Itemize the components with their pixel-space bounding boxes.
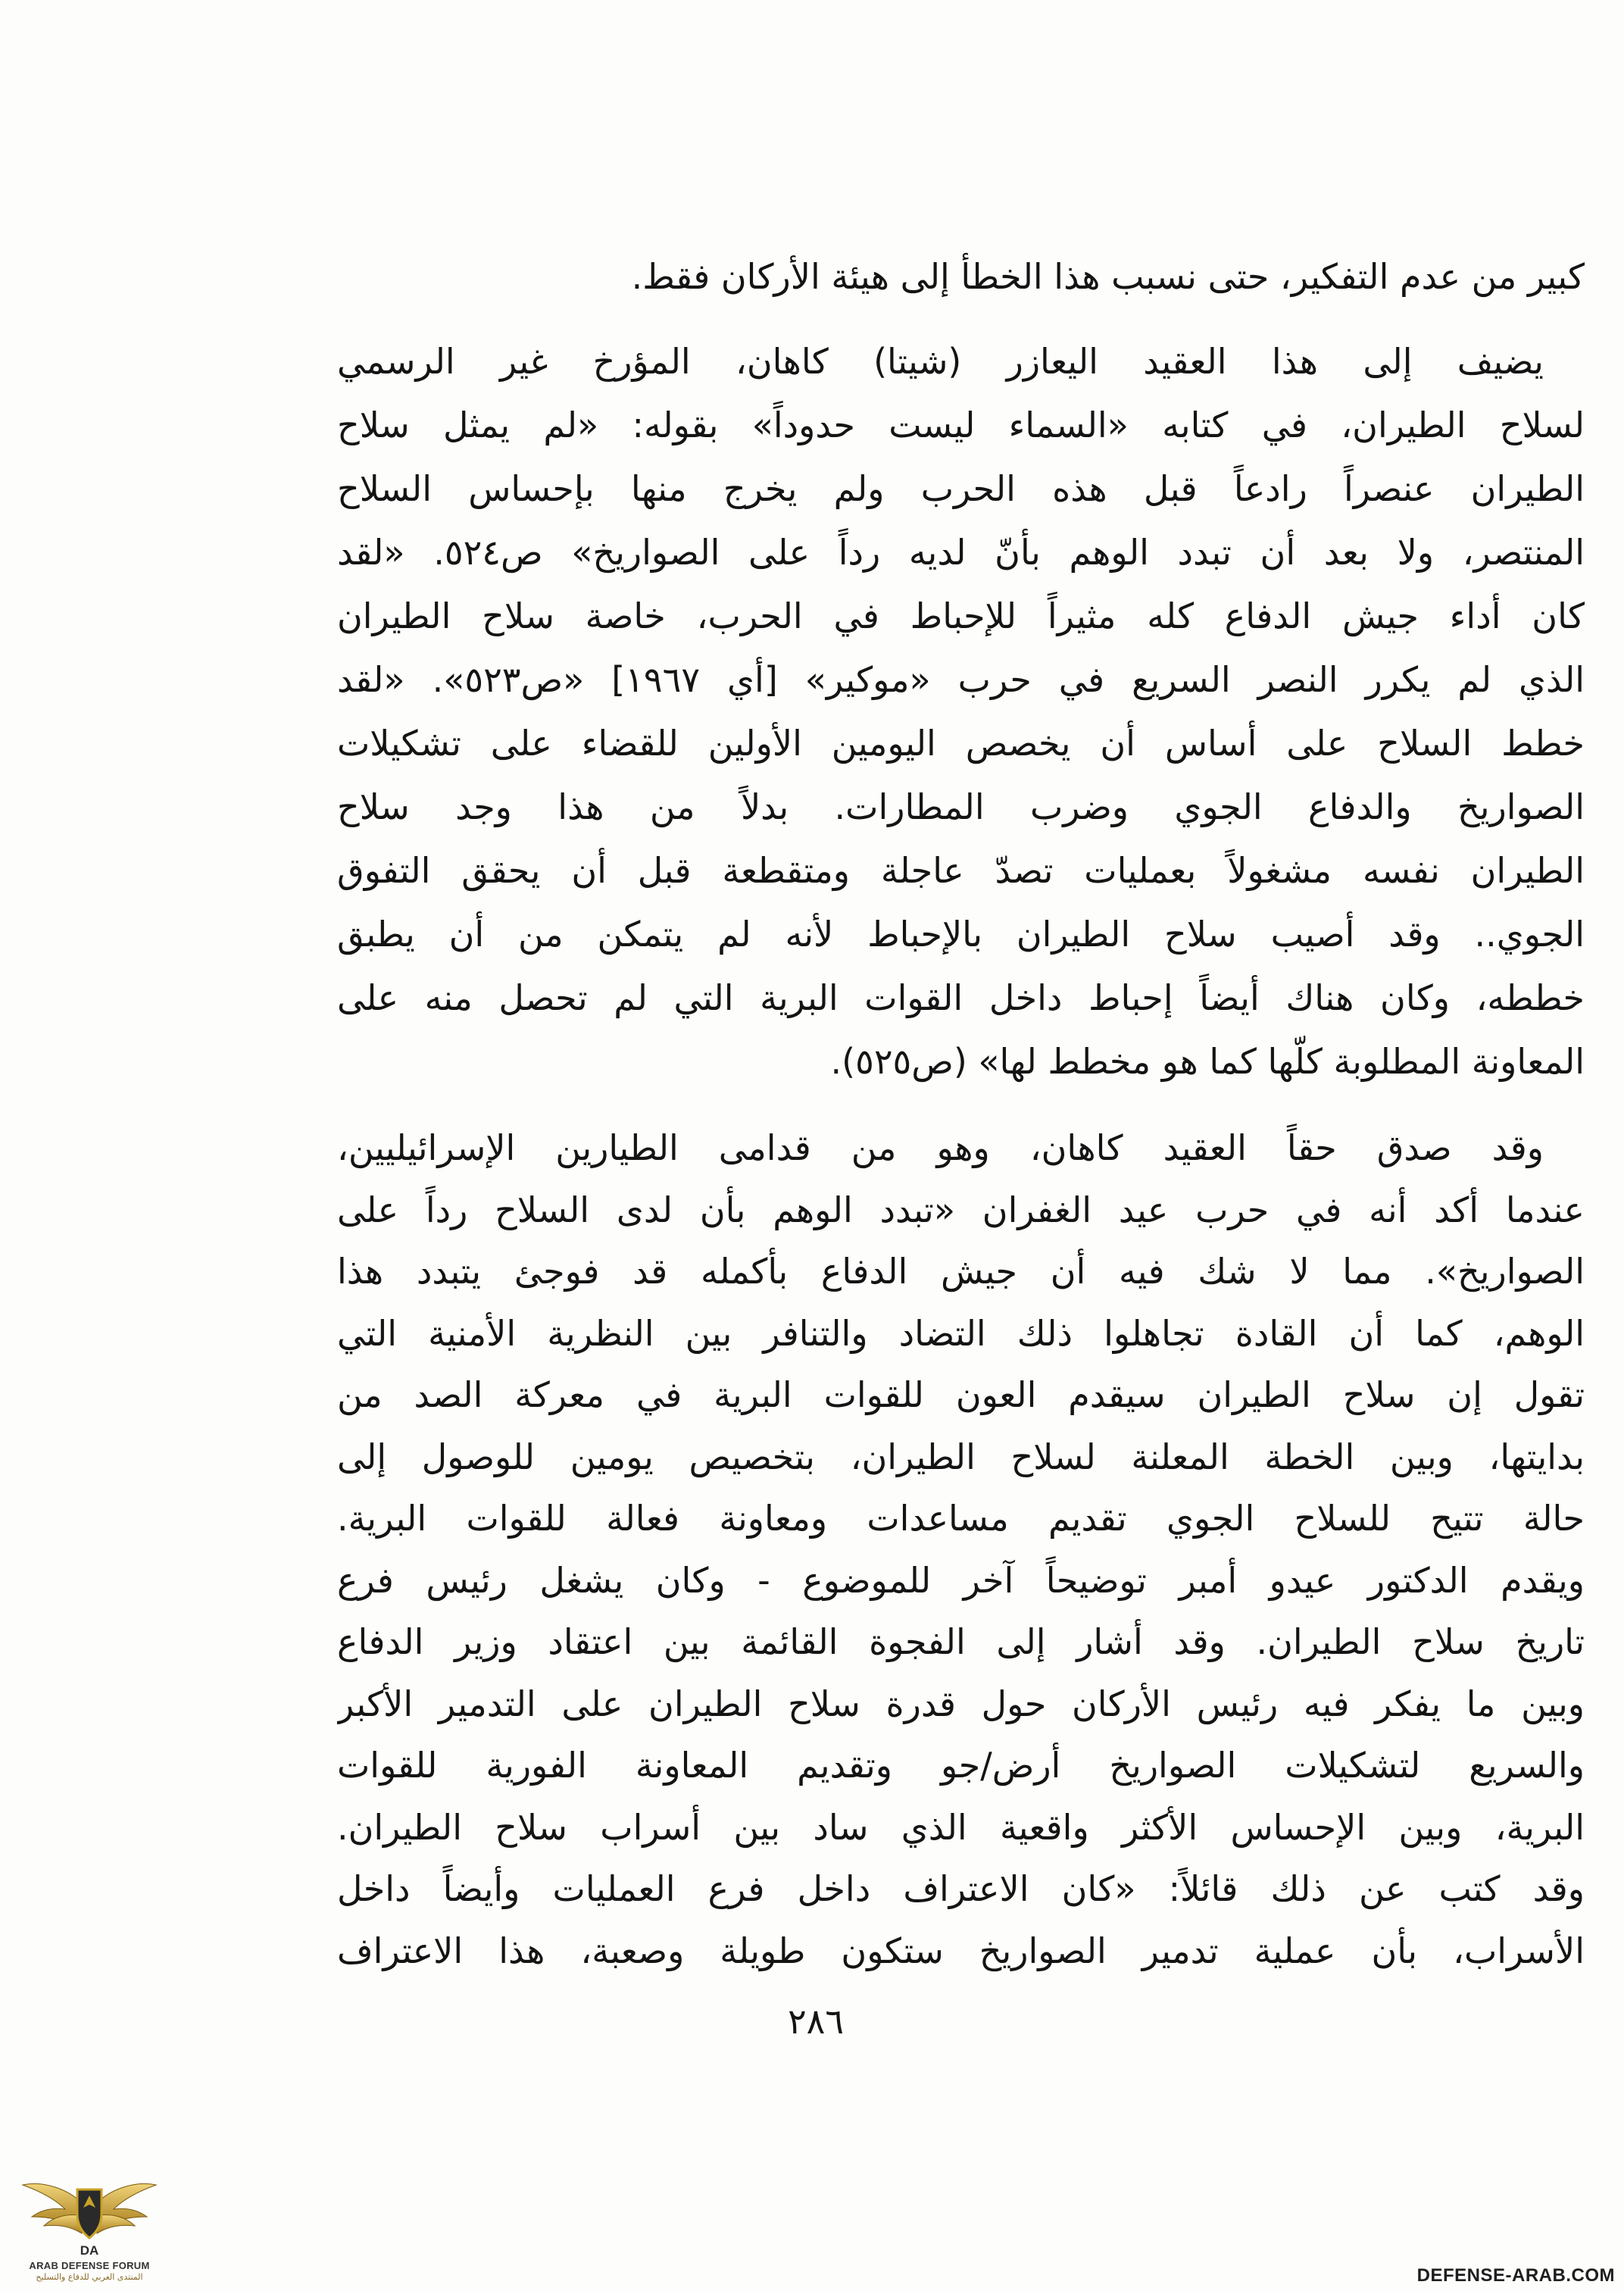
text-line: المنتصر، ولا بعد أن تبدد الوهم بأنّ لديه رداً على الصواريخ» ص٥٢٤. «لقد (337, 532, 1585, 573)
page-number: ٢٨٦ (787, 2001, 845, 2042)
text-line: حالة تتيح للسلاح الجوي تقديم مساعدات ومعاونة فعالة للقوات البرية. (337, 1498, 1585, 1539)
text-line: وقد كتب عن ذلك قائلاً: «كان الاعتراف داخل فرع العمليات وأيضاً داخل (337, 1868, 1585, 1909)
forum-logo (21, 2161, 158, 2283)
text-line: وقد صدق حقاً العقيد كاهان، وهو من قدامى الطيارين الإسرائيليين، (337, 1127, 1544, 1168)
text-line: عندما أكد أنه في حرب عيد الغفران «تبدد الوهم بأن لدى السلاح رداً على (337, 1189, 1585, 1230)
text-line: الصواريخ والدفاع الجوي وضرب المطارات. بدلاً من هذا وجد سلاح (337, 786, 1585, 827)
text-line: تاريخ سلاح الطيران. وقد أشار إلى الفجوة القائمة بين اعتقاد وزير الدفاع (337, 1621, 1585, 1662)
text-line: البرية، وبين الإحساس الأكثر واقعية الذي ساد بين أسراب سلاح الطيران. (337, 1806, 1585, 1848)
logo-monogram: DA (80, 2243, 99, 2258)
paragraph (337, 330, 1585, 1093)
logo-name: ARAB DEFENSE FORUM (29, 2260, 150, 2271)
right-wing-icon (95, 2183, 156, 2233)
winged-shield-icon (21, 2161, 158, 2259)
site-watermark: DEFENSE-ARAB.COM (1416, 2265, 1615, 2286)
text-line: المعاونة المطلوبة كلّها كما هو مخطط لها» (ص٥٢٥). (830, 1041, 1585, 1082)
text-line: الصواريخ». مما لا شك فيه أن جيش الدفاع بأكمله قد فوجئ يتبدد هذا (337, 1251, 1585, 1292)
text-line: خطط السلاح على أساس أن يخصص اليومين الأولين للقضاء على تشكيلات (337, 723, 1585, 764)
text-line: الطيران عنصراً رادعاً قبل هذه الحرب ولم يخرج منها بإحساس السلاح (337, 468, 1585, 509)
logo-name-arabic: المنتدى العربي للدفاع والتسليح (36, 2272, 143, 2282)
text-line: كان أداء جيش الدفاع كله مثيراً للإحباط في الحرب، خاصة سلاح الطيران (337, 595, 1585, 636)
text-line: يضيف إلى هذا العقيد اليعازر (شيتا) كاهان، المؤرخ غير الرسمي (337, 341, 1544, 382)
text-line: لسلاح الطيران، في كتابه «السماء ليست حدوداً» بقوله: «لم يمثل سلاح (337, 405, 1585, 445)
left-wing-icon (23, 2183, 83, 2233)
text-line: خططه، وكان هناك أيضاً إحباط داخل القوات البرية التي لم تحصل منه على (337, 977, 1585, 1018)
text-line: الأسراب، بأن عملية تدمير الصواريخ ستكون طويلة وصعبة، هذا الاعتراف (337, 1930, 1585, 1971)
text-line: تقول إن سلاح الطيران سيقدم العون للقوات البرية في معركة الصد من (337, 1374, 1585, 1415)
text-line: والسريع لتشكيلات الصواريخ أرض/جو وتقديم المعاونة الفورية للقوات (337, 1745, 1585, 1786)
text-line: وبين ما يفكر فيه رئيس الأركان حول قدرة سلاح الطيران على التدمير الأكبر (337, 1683, 1585, 1724)
paragraph (337, 245, 1585, 308)
text-line: الطيران نفسه مشغولاً بعمليات تصدّ عاجلة ومتقطعة قبل أن يحقق التفوق (337, 850, 1585, 891)
text-line: الوهم، كما أن القادة تجاهلوا ذلك التضاد والتنافر بين النظرية الأمنية التي (337, 1312, 1585, 1354)
text-line: كبير من عدم التفكير، حتى نسبب هذا الخطأ إلى هيئة الأركان فقط. (631, 256, 1585, 297)
text-line: بدايتها، وبين الخطة المعلنة لسلاح الطيران، بتخصيص يومين للوصول إلى (337, 1436, 1585, 1477)
text-line: الجوي.. وقد أصيب سلاح الطيران بالإحباط لأنه لم يتمكن من أن يطبق (337, 914, 1585, 955)
text-line: ويقدم الدكتور عيدو أمبر توضيحاً آخر للموضوع - وكان يشغل رئيس فرع (337, 1559, 1585, 1601)
text-line: الذي لم يكرر النصر السريع في حرب «موكير» [أي ١٩٦٧] «ص٥٢٣». «لقد (337, 659, 1585, 700)
paragraph (337, 1117, 1585, 1982)
